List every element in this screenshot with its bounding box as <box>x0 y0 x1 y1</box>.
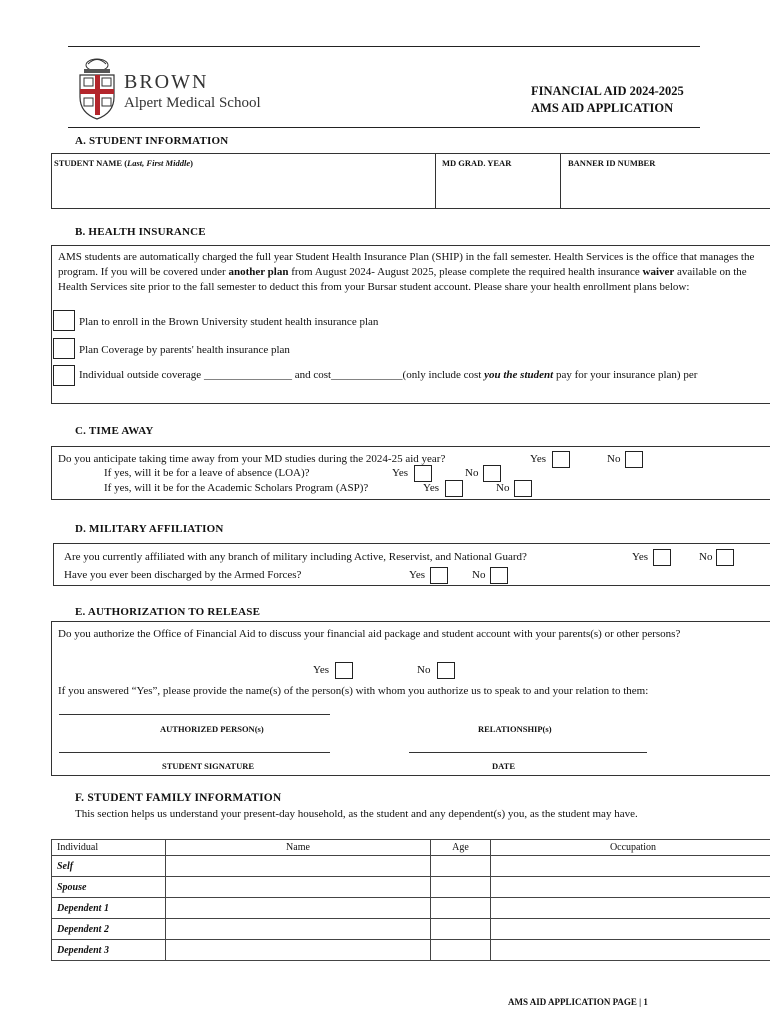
military-question-2: Have you ever been discharged by the Armed Forces? <box>64 569 302 581</box>
form-title: FINANCIAL AID 2024-2025 <box>531 84 684 98</box>
page-footer: AMS AID APPLICATION PAGE | 1 <box>508 997 648 1007</box>
family-intro: This section helps us understand your present-day household, as the student and any dependent(s) you, as the student may have. <box>75 808 638 820</box>
loa-yes-checkbox[interactable] <box>414 465 432 482</box>
name-cell[interactable] <box>166 856 431 877</box>
date-label: DATE <box>492 761 515 771</box>
shipp-enroll-checkbox[interactable] <box>53 310 75 331</box>
loa-no-checkbox[interactable] <box>483 465 501 482</box>
section-d-heading: D. MILITARY AFFILIATION <box>75 523 224 535</box>
option-outside-coverage: Individual outside coverage ________________ and cost_____________(only include cost you the student pay for your insurance plan) per <box>79 369 698 381</box>
name-cell[interactable] <box>166 940 431 961</box>
col-occupation: Occupation <box>491 840 770 856</box>
authorization-question: Do you authorize the Office of Financial Aid to discuss your financial aid package and student account with your parents(s) or other persons? <box>58 628 681 640</box>
header-rule <box>68 127 700 128</box>
loa-question: If yes, will it be for a leave of absence (LOA)? <box>104 467 310 479</box>
authorize-instructions: If you answered “Yes”, please provide the name(s) of the person(s) with whom you authorize us to speak to and your relation to them: <box>58 685 649 697</box>
school-name: Alpert Medical School <box>124 95 261 111</box>
option-parents-plan: Plan Coverage by parents' health insurance plan <box>79 344 290 356</box>
occupation-cell[interactable] <box>491 898 770 919</box>
military-no-checkbox[interactable] <box>716 549 734 566</box>
signature-field[interactable] <box>59 752 330 753</box>
outside-coverage-checkbox[interactable] <box>53 365 75 386</box>
asp-question: If yes, will it be for the Academic Scholars Program (ASP)? <box>104 482 369 494</box>
brown-shield-logo <box>76 54 118 120</box>
table-row <box>52 877 770 898</box>
name-cell[interactable] <box>166 919 431 940</box>
row-label-dependent-2: Dependent 2 <box>52 919 166 940</box>
asp-yes-checkbox[interactable] <box>445 480 463 497</box>
name-cell[interactable] <box>166 898 431 919</box>
brand-name: BROWN <box>124 71 209 93</box>
age-cell[interactable] <box>431 877 491 898</box>
section-a-heading: A. STUDENT INFORMATION <box>75 135 229 147</box>
authorize-yes-checkbox[interactable] <box>335 662 353 679</box>
parents-plan-checkbox[interactable] <box>53 338 75 359</box>
military-yes-checkbox[interactable] <box>653 549 671 566</box>
table-row <box>52 919 770 940</box>
col-age: Age <box>431 840 491 856</box>
banner-id-field[interactable] <box>563 172 767 206</box>
col-individual: Individual <box>52 840 166 856</box>
time-away-no-checkbox[interactable] <box>625 451 643 468</box>
banner-id-label: BANNER ID NUMBER <box>568 158 656 168</box>
military-question-1: Are you currently affiliated with any branch of military including Active, Reservist, and National Guard? <box>64 551 527 563</box>
option-brown-plan: Plan to enroll in the Brown University student health insurance plan <box>79 316 379 328</box>
discharged-no-checkbox[interactable] <box>490 567 508 584</box>
grad-year-label: MD GRAD. YEAR <box>442 158 512 168</box>
relationship-label: RELATIONSHIP(s) <box>478 724 552 734</box>
age-cell[interactable] <box>431 856 491 877</box>
authorize-no-checkbox[interactable] <box>437 662 455 679</box>
row-label-self: Self <box>52 856 166 877</box>
age-cell[interactable] <box>431 898 491 919</box>
occupation-cell[interactable] <box>491 919 770 940</box>
authorized-person-field[interactable] <box>59 714 330 715</box>
section-f-heading: F. STUDENT FAMILY INFORMATION <box>75 792 282 804</box>
section-b-heading: B. HEALTH INSURANCE <box>75 226 206 238</box>
time-away-yes-checkbox[interactable] <box>552 451 570 468</box>
student-name-field[interactable] <box>54 172 432 206</box>
form-subtitle: AMS AID APPLICATION <box>531 101 674 115</box>
student-name-label: STUDENT NAME (Last, First Middle) <box>54 158 193 168</box>
grad-year-field[interactable] <box>438 172 556 206</box>
name-cell[interactable] <box>166 877 431 898</box>
health-insurance-text: AMS students are automatically charged the full year Student Health Insurance Plan (SHIP) in the fall semester. Health Services is the office that manages the program. If you will be covered under another plan from August 2024- August 2025, please complete the required health insurance waiver available on the Health Services site prior to the fall semester to deduct this from your Bursar student account. Please share your health enrollment plans below: <box>58 251 755 293</box>
row-label-dependent-1: Dependent 1 <box>52 898 166 919</box>
occupation-cell[interactable] <box>491 877 770 898</box>
time-away-question: Do you anticipate taking time away from your MD studies during the 2024-25 aid year? <box>58 453 446 465</box>
age-cell[interactable] <box>431 940 491 961</box>
signature-label: STUDENT SIGNATURE <box>162 761 255 771</box>
age-cell[interactable] <box>431 919 491 940</box>
family-table <box>51 839 770 961</box>
table-row <box>52 856 770 877</box>
col-name: Name <box>166 840 431 856</box>
top-rule <box>68 46 700 47</box>
section-c-heading: C. TIME AWAY <box>75 425 154 437</box>
discharged-yes-checkbox[interactable] <box>430 567 448 584</box>
table-row <box>52 898 770 919</box>
occupation-cell[interactable] <box>491 940 770 961</box>
row-label-dependent-3: Dependent 3 <box>52 940 166 961</box>
occupation-cell[interactable] <box>491 856 770 877</box>
table-header-row <box>52 840 770 856</box>
authorized-person-label: AUTHORIZED PERSON(s) <box>160 724 264 734</box>
asp-no-checkbox[interactable] <box>514 480 532 497</box>
section-e-heading: E. AUTHORIZATION TO RELEASE <box>75 606 261 618</box>
row-label-spouse: Spouse <box>52 877 166 898</box>
date-field[interactable] <box>409 752 647 753</box>
table-row <box>52 940 770 961</box>
